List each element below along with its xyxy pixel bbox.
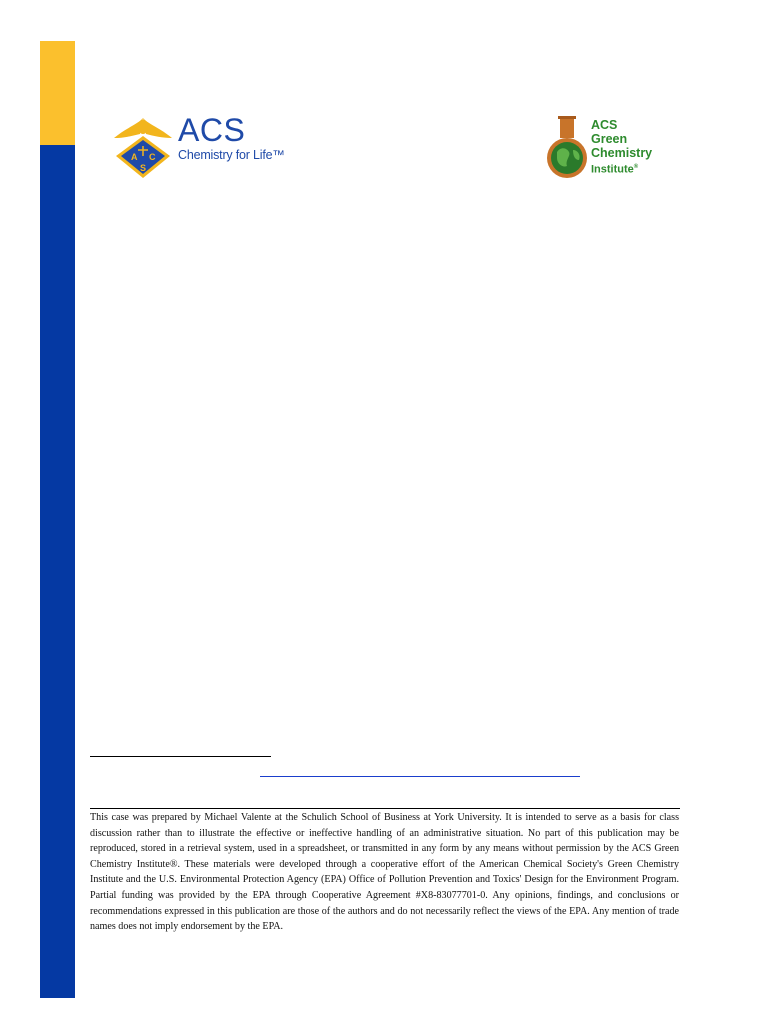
flask-globe-icon — [545, 116, 589, 182]
disclaimer-separator — [90, 808, 680, 809]
acs-logo-name: ACS — [178, 112, 246, 148]
acs-emblem-letter-s: S — [140, 163, 147, 173]
gci-logo-line-3: Chemistry — [591, 146, 653, 160]
gci-logo-line-4: Institute® — [591, 163, 639, 176]
gci-logo — [545, 116, 665, 184]
acs-emblem-letter-a: A — [131, 152, 138, 162]
disclaimer-text: This case was prepared by Michael Valente at the Schulich School of Business at York University. It is intended to serve as a basis for class discussion rather than to illustrate the effective or ineffective handling of an administrative situation. No part of this publication may be reproduced, stored in a retrieval system, used in a spreadsheet, or transmitted in any form by any means without permission by the ACS Green Chemistry Institute®. These materials were developed through a cooperative effort of the American Chemical Society's Green Chemistry Institute and the U.S. Environmental Protection Agency (EPA) Office of Pollution Prevention and Toxics' Design for the Environment Program. Partial funding was provided by the EPA through Cooperative Agreement #X8-83077701-0. Any opinions, findings, and conclusions or recommendations expressed in this publication are those of the authors and do not necessarily reflect the views of the EPA. Any mention of trade names does not imply endorsement by the EPA. — [90, 812, 679, 933]
sidebar-accent-blue — [40, 145, 75, 998]
footnote-hyperlink[interactable] — [260, 776, 580, 777]
acs-logo-tagline: Chemistry for Life™ — [178, 148, 285, 162]
gci-logo-line-2: Green — [591, 132, 628, 146]
acs-emblem-icon — [112, 116, 174, 180]
acs-logo — [112, 112, 312, 182]
footnote-separator — [90, 756, 271, 757]
acs-emblem-letter-c: C — [149, 152, 156, 162]
gci-logo-text — [591, 118, 652, 177]
sidebar-accent-yellow — [40, 41, 75, 145]
acs-logo-text — [178, 112, 285, 162]
gci-logo-line-1: ACS — [591, 118, 618, 132]
